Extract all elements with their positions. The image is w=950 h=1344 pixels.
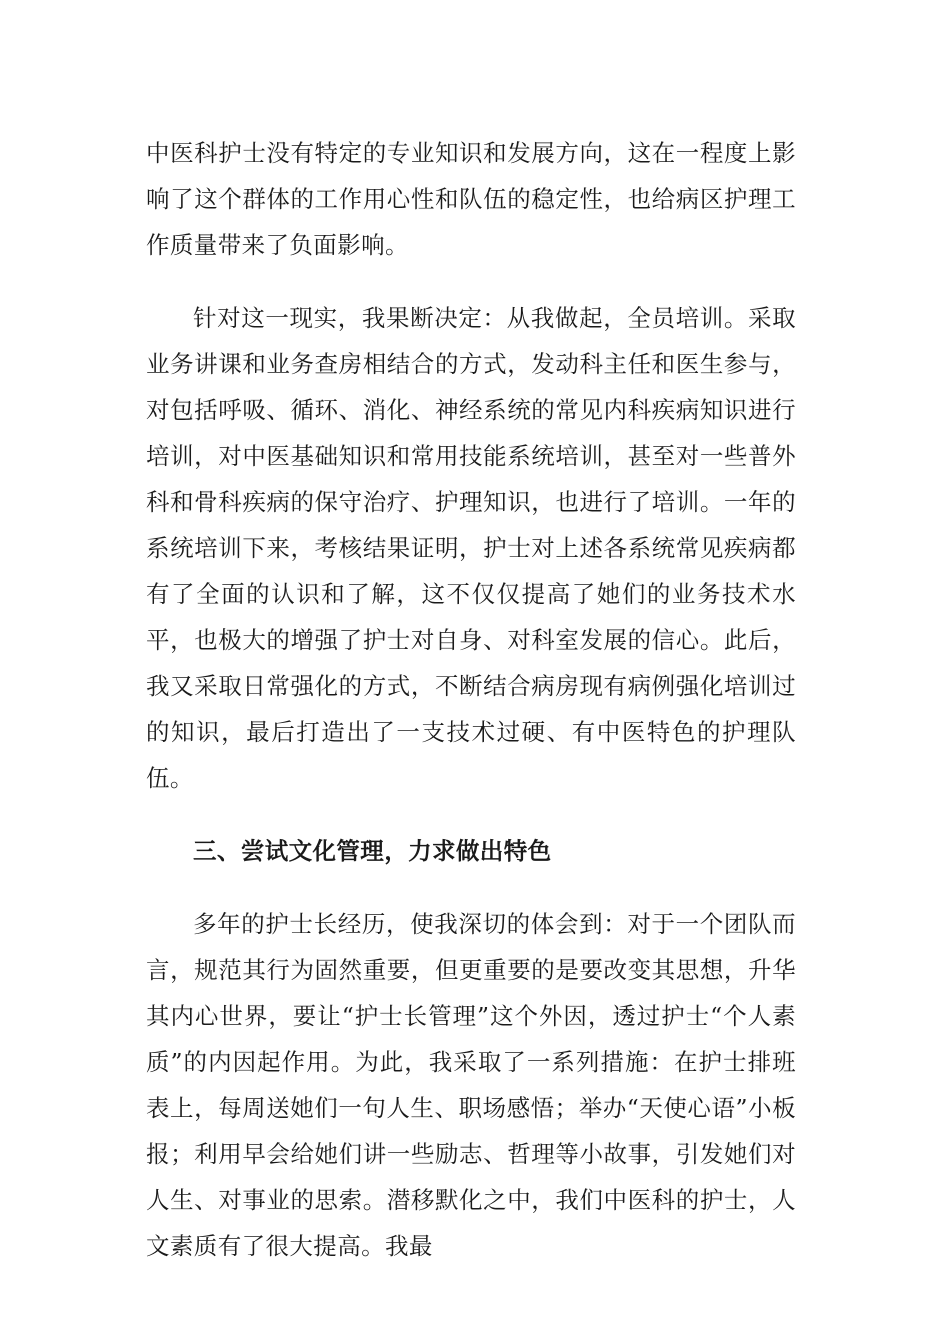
paragraph-continuation: 中医科护士没有特定的专业知识和发展方向，这在一程度上影响了这个群体的工作用心性和队伍的稳定性，也给病区护理工作质量带来了负面影响。 bbox=[146, 139, 796, 259]
paragraph-training: 针对这一现实，我果断决定：从我做起，全员培训。采取业务讲课和业务查房相结合的方式，发动科主任和医生参与，对包括呼吸、循环、消化、神经系统的常见内科疾病知识进行培训，对中医基础知识和常用技能系统培训，甚至对一些普外科和骨科疾病的保守治疗、护理知识，也进行了培训。一年的系统培训下来，考核结果证明，护士对上述各系统常见疾病都有了全面的认识和了解，这不仅仅提高了她们的业务技术水平，也极大的增强了护士对自身、对科室发展的信心。此后，我又采取日常强化的方式，不断结合病房现有病例强化培训过的知识，最后打造出了一支技术过硬、有中医特色的护理队伍。 bbox=[146, 304, 796, 792]
section-heading: 三、尝试文化管理，力求做出特色 bbox=[193, 837, 552, 865]
document-body bbox=[146, 130, 796, 1269]
paragraph-culture-management: 多年的护士长经历，使我深切的体会到：对于一个团队而言，规范其行为固然重要，但更重要的是要改变其思想，升华其内心世界，要让“护士长管理”这个外因，透过护士“个人素质”的内因起作用。为此，我采取了一系列措施：在护士排班表上，每周送她们一句人生、职场感悟；举办“天使心语”小板报；利用早会给她们讲一些励志、哲理等小故事，引发她们对人生、对事业的思索。潜移默化之中，我们中医科的护士，人文素质有了很大提高。我最 bbox=[146, 910, 796, 1260]
